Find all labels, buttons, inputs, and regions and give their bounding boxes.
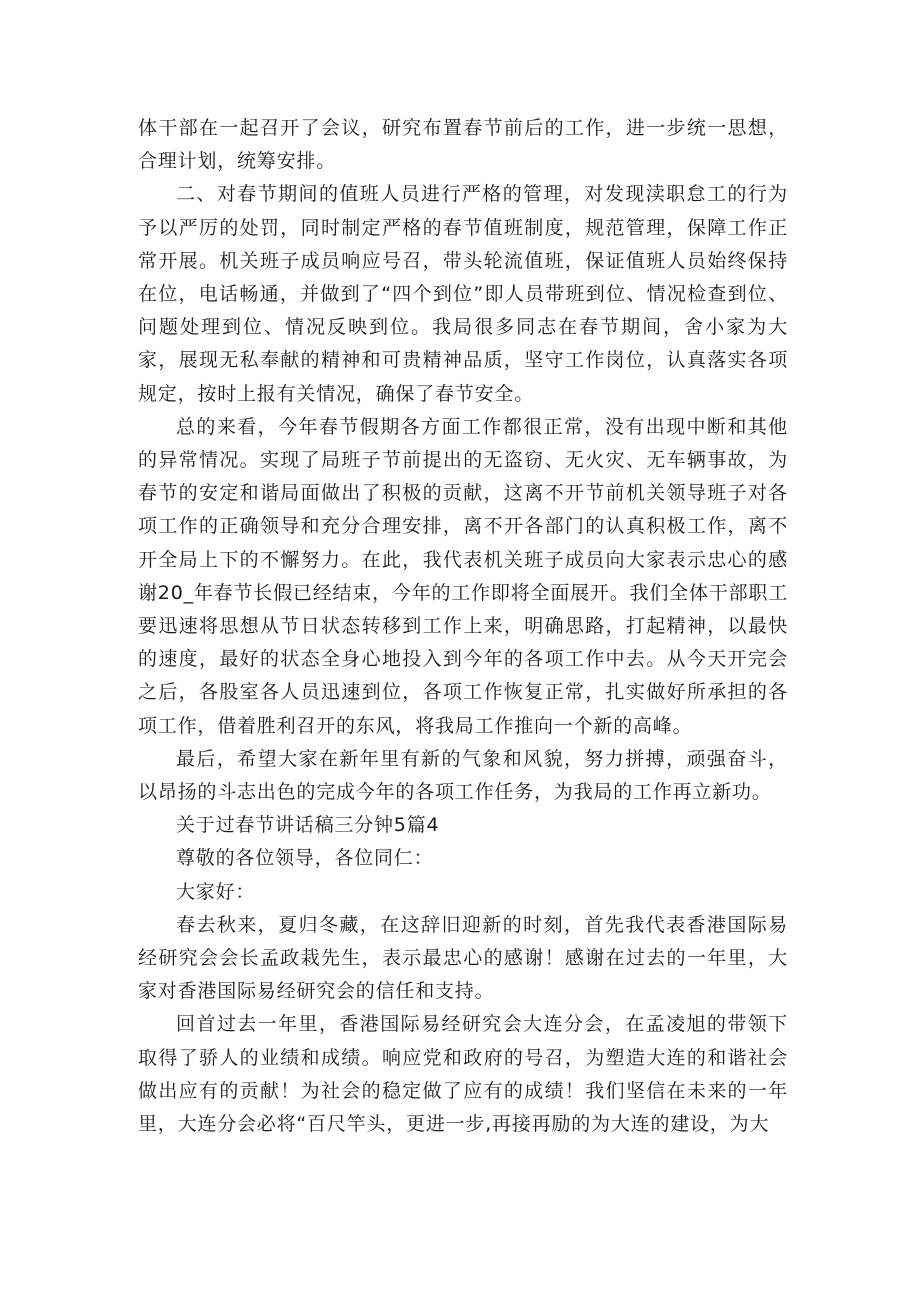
section-title: 关于过春节讲话稿三分钟5篇4 — [176, 814, 440, 837]
paragraph-2: 二、对春节期间的值班人员进行严格的管理，对发现渎职怠工的行为予以严厉的处罚，同时制定严格的春节值班制度，规范管理，保障工作正常开展。机关班子成员响应号召，带头轮流值班，保证值班人员始终保持在位，电话畅通，并做到了“四个到位”即人员带班到位、情况检查到位、问题处理到位、情况反映到位。我局很多同志在春节期间，舍小家为大家，展现无私奉献的精神和可贵精神品质，坚守工作岗位，认真落实各项规定，按时上报有关情况，确保了春节安全。 — [138, 183, 788, 405]
paragraph-9: 回首过去一年里，香港国际易经研究会大连分会，在孟凌旭的带领下取得了骄人的业绩和成绩。响应党和政府的号召，为塑造大连的和谐社会做出应有的贡献！为社会的稳定做了应有的成绩！我们坚信在未来的一年里，大连分会必将“百尺竿头，更进一步,再接再励的为大连的建设，为大 — [138, 1013, 788, 1136]
paragraph-1: 体干部在一起召开了会议，研究布置春节前后的工作，进一步统一思想，合理计划，统筹安排。 — [138, 117, 788, 173]
salutation: 尊敬的各位领导，各位同仁： — [176, 847, 434, 870]
document-body — [138, 112, 788, 1141]
paragraph-3: 总的来看，今年春节假期各方面工作都很正常，没有出现中断和其他的异常情况。实现了局班子节前提出的无盗窃、无火灾、无车辆事故，为春节的安定和谐局面做出了积极的贡献，这离不开节前机关领导班子对各项工作的正确领导和充分合理安排，离不开各部门的认真积极工作，离不开全局上下的不懈努力。在此，我代表机关班子成员向大家表示忠心的感谢20_年春节长假已经结束，今年的工作即将全面展开。我们全体干部职工要迅速将思想从节日状态转移到工作上来，明确思路，打起精神，以最快的速度，最好的状态全身心地投入到今年的各项工作中去。从今天开完会之后，各股室各人员迅速到位，各项工作恢复正常，扎实做好所承担的各项工作，借着胜利召开的东风，将我局工作推向一个新的高峰。 — [138, 415, 788, 737]
greeting: 大家好： — [176, 880, 256, 903]
paragraph-4: 最后，希望大家在新年里有新的气象和风貌，努力拼搏，顽强奋斗，以昂扬的斗志出色的完成今年的各项工作任务，为我局的工作再立新功。 — [138, 747, 788, 804]
paragraph-8: 春去秋来，夏归冬藏，在这辞旧迎新的时刻，首先我代表香港国际易经研究会会长孟政栽先生，表示最忠心的感谢！感谢在过去的一年里，大家对香港国际易经研究会的信任和支持。 — [138, 913, 788, 1003]
